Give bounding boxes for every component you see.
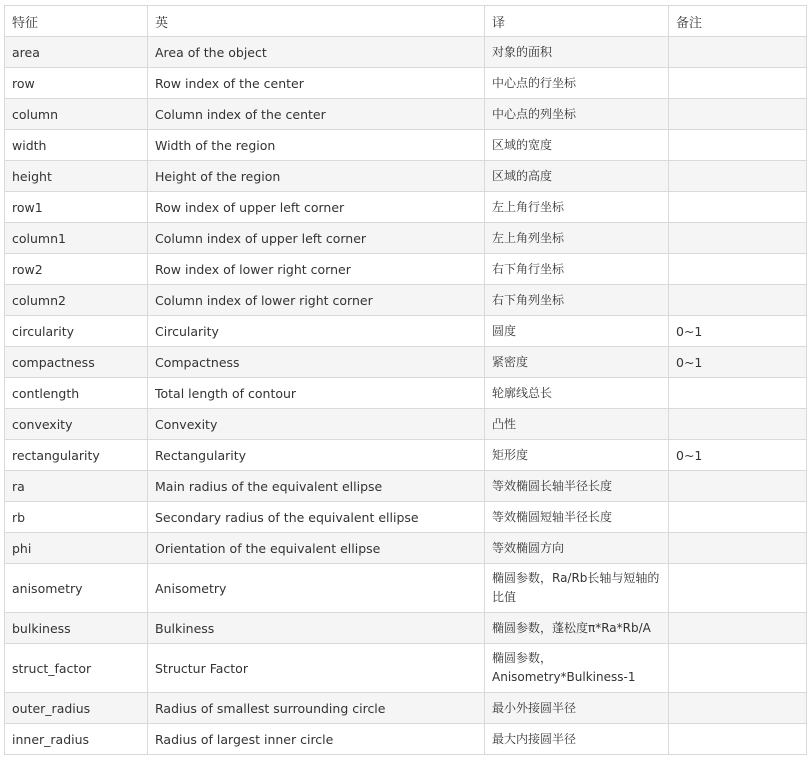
cell-feature: phi [5, 533, 148, 564]
table-row [5, 223, 807, 254]
table-row [5, 161, 807, 192]
cell-english: Bulkiness [148, 613, 485, 644]
cell-note [669, 223, 807, 254]
cell-english: Structur Factor [148, 644, 485, 693]
cell-note [669, 724, 807, 755]
table-row [5, 37, 807, 68]
cell-feature: circularity [5, 316, 148, 347]
cell-english: Row index of upper left corner [148, 192, 485, 223]
cell-feature: height [5, 161, 148, 192]
cell-translation: 等效椭圆长轴半径长度 [485, 471, 669, 502]
cell-translation: 右下角列坐标 [485, 285, 669, 316]
table-row [5, 378, 807, 409]
cell-note [669, 533, 807, 564]
cell-note [669, 613, 807, 644]
table-row [5, 724, 807, 755]
cell-note [669, 644, 807, 693]
region-features-table [4, 5, 807, 755]
cell-translation: 圆度 [485, 316, 669, 347]
cell-english: Radius of smallest surrounding circle [148, 693, 485, 724]
cell-feature: outer_radius [5, 693, 148, 724]
cell-note [669, 68, 807, 99]
table-row [5, 564, 807, 613]
cell-feature: row [5, 68, 148, 99]
cell-feature: inner_radius [5, 724, 148, 755]
cell-note [669, 130, 807, 161]
cell-translation: 最大内接圆半径 [485, 724, 669, 755]
cell-note [669, 254, 807, 285]
cell-translation: 椭圆参数，Anisometry*Bulkiness-1 [485, 644, 669, 693]
cell-note [669, 693, 807, 724]
cell-translation: 右下角行坐标 [485, 254, 669, 285]
cell-feature: column1 [5, 223, 148, 254]
header-translation: 译 [485, 6, 669, 37]
cell-english: Secondary radius of the equivalent ellipse [148, 502, 485, 533]
cell-english: Circularity [148, 316, 485, 347]
cell-feature: convexity [5, 409, 148, 440]
cell-note [669, 285, 807, 316]
cell-english: Main radius of the equivalent ellipse [148, 471, 485, 502]
table-row [5, 502, 807, 533]
cell-english: Anisometry [148, 564, 485, 613]
cell-feature: compactness [5, 347, 148, 378]
cell-english: Total length of contour [148, 378, 485, 409]
table-row [5, 471, 807, 502]
cell-feature: struct_factor [5, 644, 148, 693]
table-row [5, 192, 807, 223]
cell-feature: area [5, 37, 148, 68]
cell-note: 0~1 [669, 440, 807, 471]
header-english: 英 [148, 6, 485, 37]
cell-feature: column [5, 99, 148, 130]
table-row [5, 316, 807, 347]
table-row [5, 68, 807, 99]
table-row [5, 285, 807, 316]
cell-note [669, 192, 807, 223]
table-row [5, 693, 807, 724]
cell-english: Area of the object [148, 37, 485, 68]
header-note: 备注 [669, 6, 807, 37]
cell-english: Orientation of the equivalent ellipse [148, 533, 485, 564]
cell-translation: 最小外接圆半径 [485, 693, 669, 724]
cell-english: Rectangularity [148, 440, 485, 471]
cell-note: 0~1 [669, 347, 807, 378]
cell-english: Column index of the center [148, 99, 485, 130]
table-row [5, 440, 807, 471]
cell-note [669, 502, 807, 533]
cell-note [669, 99, 807, 130]
cell-note: 0~1 [669, 316, 807, 347]
cell-english: Row index of the center [148, 68, 485, 99]
cell-english: Column index of upper left corner [148, 223, 485, 254]
cell-english: Convexity [148, 409, 485, 440]
cell-translation: 凸性 [485, 409, 669, 440]
cell-english: Compactness [148, 347, 485, 378]
header-feature: 特征 [5, 6, 148, 37]
cell-translation: 左上角列坐标 [485, 223, 669, 254]
cell-translation: 等效椭圆方向 [485, 533, 669, 564]
cell-translation: 中心点的列坐标 [485, 99, 669, 130]
cell-feature: rectangularity [5, 440, 148, 471]
cell-feature: width [5, 130, 148, 161]
cell-feature: contlength [5, 378, 148, 409]
cell-translation: 轮廓线总长 [485, 378, 669, 409]
cell-feature: rb [5, 502, 148, 533]
cell-translation: 中心点的行坐标 [485, 68, 669, 99]
cell-translation: 紧密度 [485, 347, 669, 378]
cell-note [669, 37, 807, 68]
cell-feature: row1 [5, 192, 148, 223]
table-row [5, 533, 807, 564]
cell-translation: 区域的高度 [485, 161, 669, 192]
table-row [5, 613, 807, 644]
cell-note [669, 564, 807, 613]
table-row [5, 99, 807, 130]
cell-feature: column2 [5, 285, 148, 316]
cell-english: Width of the region [148, 130, 485, 161]
table-row [5, 409, 807, 440]
cell-feature: ra [5, 471, 148, 502]
cell-note [669, 471, 807, 502]
table-row [5, 347, 807, 378]
cell-translation: 左上角行坐标 [485, 192, 669, 223]
cell-note [669, 161, 807, 192]
cell-english: Radius of largest inner circle [148, 724, 485, 755]
cell-note [669, 378, 807, 409]
table-row [5, 644, 807, 693]
cell-english: Row index of lower right corner [148, 254, 485, 285]
cell-feature: bulkiness [5, 613, 148, 644]
table-body [5, 37, 807, 755]
cell-feature: row2 [5, 254, 148, 285]
cell-note [669, 409, 807, 440]
cell-translation: 椭圆参数，Ra/Rb长轴与短轴的比值 [485, 564, 669, 613]
cell-translation: 区域的宽度 [485, 130, 669, 161]
cell-translation: 椭圆参数，蓬松度π*Ra*Rb/A [485, 613, 669, 644]
cell-translation: 矩形度 [485, 440, 669, 471]
cell-english: Column index of lower right corner [148, 285, 485, 316]
table-row [5, 254, 807, 285]
cell-feature: anisometry [5, 564, 148, 613]
cell-translation: 对象的面积 [485, 37, 669, 68]
cell-english: Height of the region [148, 161, 485, 192]
table-row [5, 130, 807, 161]
table-header-row [5, 6, 807, 37]
cell-translation: 等效椭圆短轴半径长度 [485, 502, 669, 533]
